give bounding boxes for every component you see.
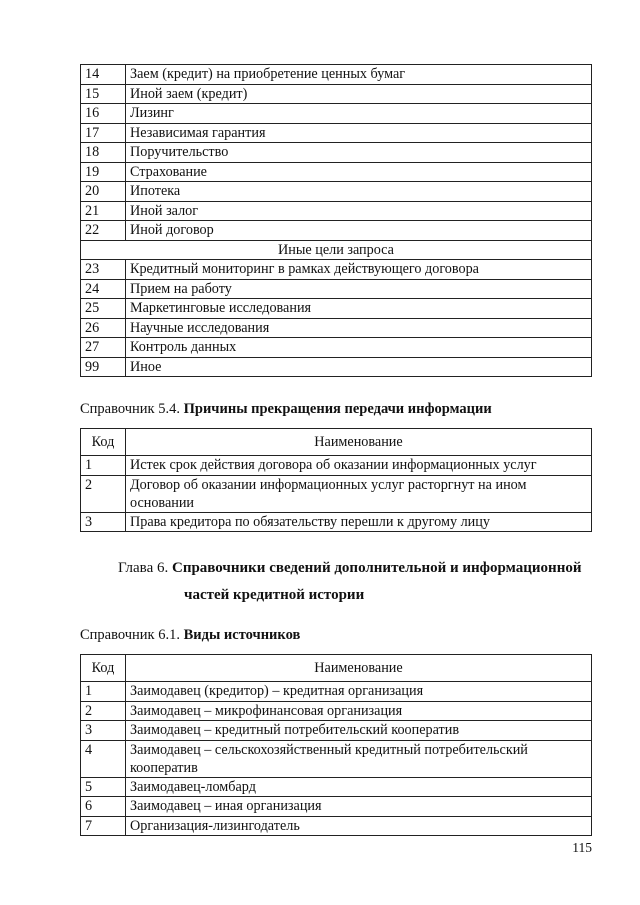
- row-code: 2: [81, 475, 126, 512]
- row-code: 18: [81, 143, 126, 163]
- row-code: 6: [81, 797, 126, 817]
- header-name: Наименование: [126, 655, 592, 682]
- chapter-prefix: Глава 6.: [118, 560, 169, 576]
- ref-6-1-caption-title: Виды источников: [183, 627, 301, 643]
- row-code: 23: [81, 260, 126, 280]
- ref-6-1-caption-prefix: Справочник 6.1.: [80, 627, 180, 643]
- row-name: Иной договор: [126, 221, 592, 241]
- row-code: 5: [81, 777, 126, 797]
- row-code: 3: [81, 721, 126, 741]
- row-name: Поручительство: [126, 143, 592, 163]
- row-name: Кредитный мониторинг в рамках действующего договора: [126, 260, 592, 280]
- table-row: [81, 475, 592, 512]
- row-name: Заимодавец (кредитор) – кредитная организация: [126, 682, 592, 702]
- chapter-title-line2: частей кредитной истории: [184, 587, 365, 603]
- row-name: Иной залог: [126, 201, 592, 221]
- row-name: Лизинг: [126, 104, 592, 124]
- table-row: [81, 777, 592, 797]
- row-code: 26: [81, 318, 126, 338]
- row-name: Прием на работу: [126, 279, 592, 299]
- table-row: [81, 182, 592, 202]
- table-row: [81, 201, 592, 221]
- header-code: Код: [81, 429, 126, 456]
- ref-5-4-table: [80, 428, 592, 532]
- ref-6-1-caption: [80, 627, 300, 644]
- ref-5-4-caption-prefix: Справочник 5.4.: [80, 401, 180, 417]
- row-name: Права кредитора по обязательству перешли к другому лицу: [126, 512, 592, 532]
- header-name: Наименование: [126, 429, 592, 456]
- group-label: Иные цели запроса: [81, 240, 592, 260]
- row-name: Истек срок действия договора об оказании информационных услуг: [126, 456, 592, 476]
- row-code: 3: [81, 512, 126, 532]
- page-number: 115: [572, 840, 592, 855]
- row-code: 17: [81, 123, 126, 143]
- table-header-row: [81, 429, 592, 456]
- row-name: Заимодавец-ломбард: [126, 777, 592, 797]
- table-row: [81, 123, 592, 143]
- table-row: [81, 65, 592, 85]
- row-code: 21: [81, 201, 126, 221]
- table-row: [81, 338, 592, 358]
- row-name: Маркетинговые исследования: [126, 299, 592, 319]
- row-name: Контроль данных: [126, 338, 592, 358]
- row-name: Заимодавец – микрофинансовая организация: [126, 701, 592, 721]
- row-code: 22: [81, 221, 126, 241]
- row-code: 16: [81, 104, 126, 124]
- table-row: [81, 318, 592, 338]
- row-name: Заимодавец – иная организация: [126, 797, 592, 817]
- ref-5-4-body: [81, 456, 592, 532]
- ref-5-4-caption-title: Причины прекращения передачи информации: [183, 401, 492, 417]
- table-row: [81, 682, 592, 702]
- table-row: [81, 701, 592, 721]
- purpose-codes-body: [81, 65, 592, 377]
- row-name: Заимодавец – сельскохозяйственный кредитный потребительский кооператив: [126, 740, 592, 777]
- table-row: [81, 721, 592, 741]
- row-code: 14: [81, 65, 126, 85]
- row-code: 99: [81, 357, 126, 377]
- table-row: [81, 299, 592, 319]
- table-row: [81, 357, 592, 377]
- row-name: Научные исследования: [126, 318, 592, 338]
- row-code: 19: [81, 162, 126, 182]
- ref-6-1-table: [80, 654, 592, 836]
- table-row: [81, 740, 592, 777]
- row-name: Заем (кредит) на приобретение ценных бумаг: [126, 65, 592, 85]
- chapter-title-line1: Справочники сведений дополнительной и информационной: [171, 560, 582, 576]
- row-name: Ипотека: [126, 182, 592, 202]
- row-code: 25: [81, 299, 126, 319]
- row-name: Страхование: [126, 162, 592, 182]
- table-row: [81, 797, 592, 817]
- row-code: 24: [81, 279, 126, 299]
- table-header-row: [81, 655, 592, 682]
- row-name: Иное: [126, 357, 592, 377]
- row-name: Организация-лизингодатель: [126, 816, 592, 836]
- row-name: Договор об оказании информационных услуг расторгнут на ином основании: [126, 475, 592, 512]
- table-row: [81, 816, 592, 836]
- table-row: [81, 456, 592, 476]
- chapter-heading-line1: [118, 560, 581, 577]
- table-row: [81, 279, 592, 299]
- table-row: [81, 512, 592, 532]
- row-code: 27: [81, 338, 126, 358]
- ref-5-4-caption: [80, 401, 492, 418]
- header-code: Код: [81, 655, 126, 682]
- row-code: 2: [81, 701, 126, 721]
- row-name: Заимодавец – кредитный потребительский кооператив: [126, 721, 592, 741]
- table-row: [81, 260, 592, 280]
- row-code: 4: [81, 740, 126, 777]
- row-code: 20: [81, 182, 126, 202]
- table-row: [81, 221, 592, 241]
- row-code: 15: [81, 84, 126, 104]
- row-code: 1: [81, 456, 126, 476]
- table-row: [81, 104, 592, 124]
- ref-6-1-body: [81, 682, 592, 836]
- row-name: Иной заем (кредит): [126, 84, 592, 104]
- table-row: [81, 162, 592, 182]
- row-name: Независимая гарантия: [126, 123, 592, 143]
- row-code: 7: [81, 816, 126, 836]
- purpose-codes-table: [80, 64, 592, 377]
- group-row: [81, 240, 592, 260]
- table-row: [81, 84, 592, 104]
- table-row: [81, 143, 592, 163]
- row-code: 1: [81, 682, 126, 702]
